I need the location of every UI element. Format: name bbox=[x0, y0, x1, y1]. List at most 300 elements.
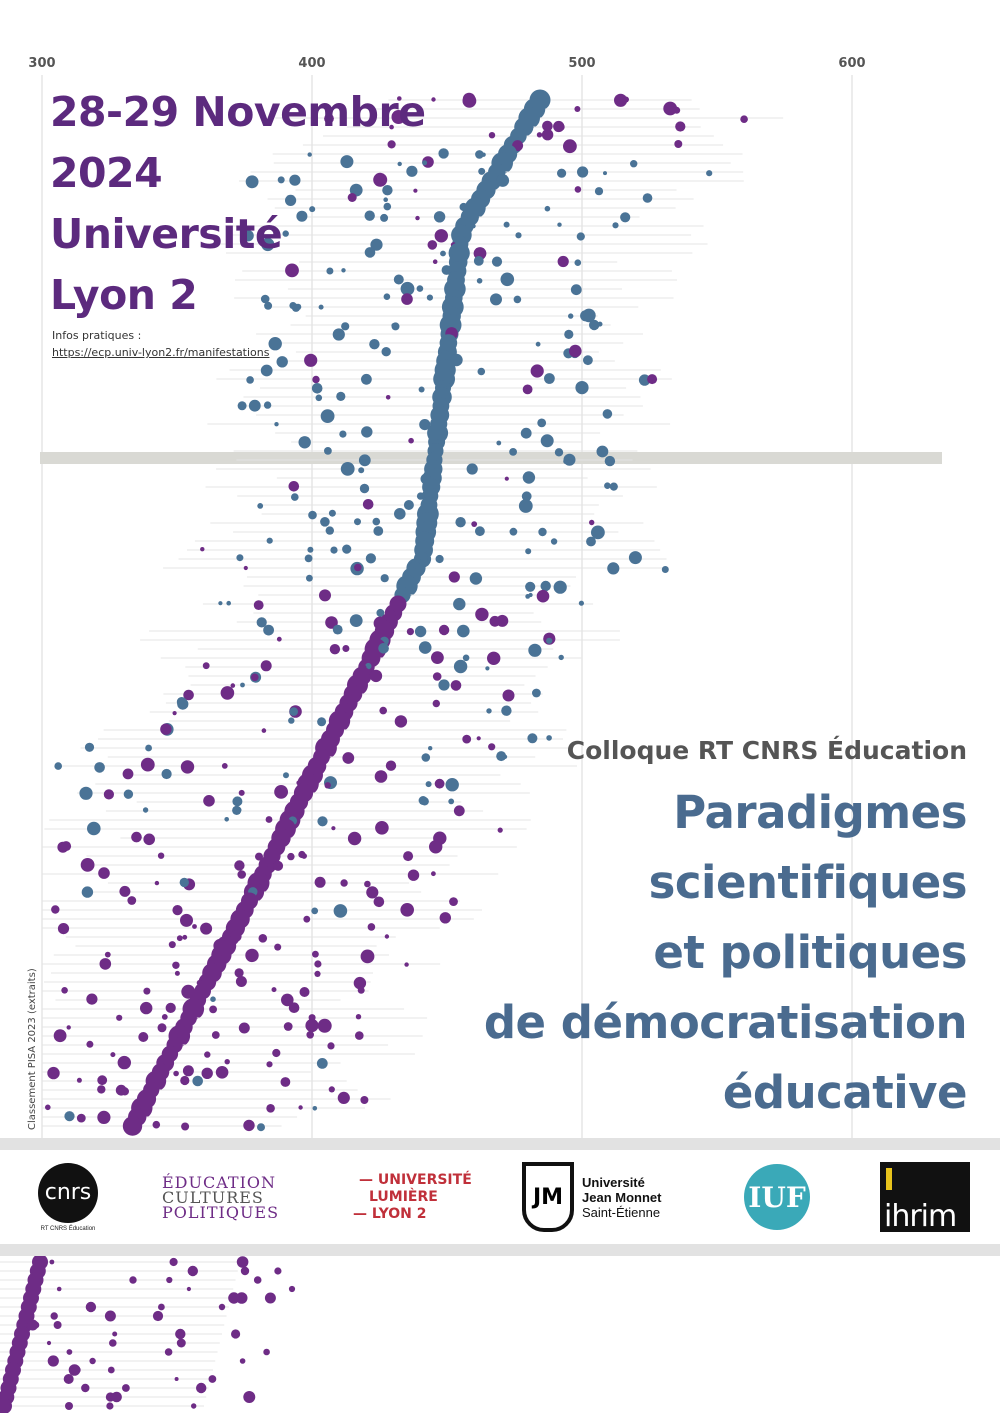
chart-dot bbox=[471, 521, 477, 527]
chart-dot bbox=[86, 1302, 96, 1312]
x-tick-400: 400 bbox=[298, 56, 326, 71]
ujm-line: Université bbox=[582, 1174, 645, 1190]
cnrs-circle bbox=[38, 1163, 98, 1223]
chart-dot bbox=[571, 284, 582, 295]
chart-dot bbox=[623, 97, 629, 103]
date-line-1: 28-29 Novembre bbox=[50, 88, 426, 136]
chart-dot bbox=[537, 132, 542, 137]
chart-dot bbox=[407, 628, 414, 635]
chart-dot bbox=[422, 753, 431, 762]
chart-dot bbox=[203, 662, 210, 669]
chart-dot bbox=[281, 1077, 291, 1087]
chart-dot bbox=[519, 499, 533, 513]
chart-dot bbox=[485, 666, 489, 670]
chart-dot bbox=[166, 1277, 172, 1283]
chart-dot bbox=[209, 1375, 217, 1383]
chart-dot bbox=[175, 1377, 179, 1381]
chart-dot bbox=[527, 733, 537, 743]
chart-dot bbox=[177, 697, 187, 707]
chart-dot bbox=[477, 278, 483, 284]
chart-dot bbox=[27, 1320, 38, 1331]
chart-dot bbox=[81, 858, 95, 872]
chart-dot bbox=[538, 528, 546, 536]
chart-dot bbox=[298, 1105, 302, 1109]
chart-dot bbox=[404, 962, 408, 966]
ecp-line: ÉDUCATION bbox=[162, 1172, 277, 1192]
chart-dot bbox=[105, 952, 111, 958]
chart-dot bbox=[209, 1006, 217, 1014]
chart-dot bbox=[172, 905, 182, 915]
chart-dot bbox=[474, 256, 484, 266]
chart-dot bbox=[378, 643, 389, 654]
chart-dot bbox=[283, 772, 289, 778]
chart-dot bbox=[428, 240, 438, 250]
chart-dot bbox=[272, 987, 277, 992]
chart-dot bbox=[475, 150, 484, 159]
chart-dot bbox=[87, 822, 101, 836]
chart-dot bbox=[431, 871, 436, 876]
chart-dot bbox=[419, 641, 432, 654]
chart-dot bbox=[304, 354, 317, 367]
chart-dot bbox=[143, 807, 148, 812]
chart-dot bbox=[204, 1051, 210, 1057]
chart-dot bbox=[544, 373, 555, 384]
chart-dot bbox=[478, 168, 485, 175]
chart-dot bbox=[303, 916, 310, 923]
chart-dot bbox=[395, 715, 407, 727]
chart-dot bbox=[119, 886, 130, 897]
chart-dot bbox=[598, 322, 603, 327]
chart-dot bbox=[210, 996, 216, 1002]
chart-dot bbox=[266, 1061, 272, 1067]
chart-dot bbox=[192, 1076, 203, 1087]
chart-dot bbox=[212, 1031, 220, 1039]
chart-dot bbox=[427, 295, 433, 301]
ecp-logo bbox=[162, 1150, 279, 1244]
chart-dot bbox=[375, 821, 389, 835]
chart-dot bbox=[583, 355, 593, 365]
chart-dot bbox=[254, 1276, 262, 1284]
chart-dot bbox=[127, 896, 136, 905]
chart-dot bbox=[181, 1123, 189, 1131]
chart-dot bbox=[333, 328, 345, 340]
chart-dot bbox=[595, 187, 603, 195]
chart-dot bbox=[249, 400, 261, 412]
chart-dot bbox=[370, 670, 382, 682]
chart-dot bbox=[272, 1049, 280, 1057]
chart-dot bbox=[448, 799, 454, 805]
chart-dot bbox=[433, 259, 438, 264]
chart-dot bbox=[98, 867, 110, 879]
chart-dot bbox=[403, 851, 413, 861]
title-line: Paradigmes bbox=[673, 786, 967, 839]
chart-dot bbox=[369, 339, 379, 349]
chart-dot bbox=[165, 1348, 173, 1356]
chart-dot bbox=[216, 1066, 229, 1079]
chart-dot bbox=[404, 500, 414, 510]
chart-dot bbox=[173, 1071, 179, 1077]
chart-dot bbox=[314, 971, 320, 977]
event-title bbox=[484, 778, 967, 1128]
chart-dot bbox=[173, 711, 177, 715]
chart-dot bbox=[85, 743, 94, 752]
chart-dot bbox=[558, 256, 569, 267]
chart-dot bbox=[238, 401, 247, 410]
chart-dot bbox=[263, 625, 274, 636]
chart-dot bbox=[266, 1104, 275, 1113]
chart-dot bbox=[545, 206, 551, 212]
chart-dot bbox=[537, 419, 546, 428]
chart-dot bbox=[141, 758, 155, 772]
chart-dot bbox=[350, 614, 363, 627]
chart-dot bbox=[320, 517, 330, 527]
chart-dot bbox=[435, 779, 445, 789]
chart-dot bbox=[86, 1041, 93, 1048]
chart-dot bbox=[463, 655, 470, 662]
chart-dot bbox=[471, 224, 476, 229]
chart-dot bbox=[630, 160, 637, 167]
chart-dot bbox=[386, 395, 391, 400]
ihrim-text: ihrim bbox=[884, 1199, 957, 1234]
chart-dot bbox=[169, 941, 176, 948]
chart-dot bbox=[342, 752, 354, 764]
title-line: éducative bbox=[722, 1066, 967, 1119]
chart-dot bbox=[225, 1059, 230, 1064]
chart-dot bbox=[298, 851, 305, 858]
chart-dot bbox=[537, 590, 550, 603]
chart-dot bbox=[334, 904, 348, 918]
chart-dot bbox=[361, 950, 375, 964]
chart-dot bbox=[289, 1286, 295, 1292]
chart-dot bbox=[324, 447, 332, 455]
chart-dot bbox=[48, 1355, 59, 1366]
chart-dot bbox=[172, 962, 179, 969]
chart-dot bbox=[330, 547, 337, 554]
chart-dot bbox=[366, 886, 378, 898]
chart-dot bbox=[187, 1287, 191, 1291]
chart-dot bbox=[222, 763, 228, 769]
chart-dot bbox=[106, 1402, 113, 1409]
chart-dot bbox=[81, 1384, 89, 1392]
chart-dot bbox=[97, 1075, 107, 1085]
chart-dot bbox=[175, 971, 180, 976]
chart-dot bbox=[379, 707, 387, 715]
chart-dot bbox=[442, 265, 452, 275]
chart-dot bbox=[50, 1260, 55, 1265]
chart-dot bbox=[341, 462, 355, 476]
cnrs-caption: RT CNRS Éducation bbox=[40, 1225, 96, 1232]
chart-dot bbox=[674, 140, 682, 148]
chart-dot bbox=[317, 717, 326, 726]
info-link[interactable]: https://ecp.univ-lyon2.fr/manifestations bbox=[52, 346, 270, 359]
chart-dot bbox=[262, 728, 267, 733]
chart-dot bbox=[143, 988, 150, 995]
chart-dot bbox=[408, 870, 419, 881]
chart-dot bbox=[196, 1383, 206, 1393]
chart-dot bbox=[177, 935, 183, 941]
chart-dot bbox=[181, 760, 194, 773]
chart-dot bbox=[501, 706, 511, 716]
chart-dot bbox=[51, 1312, 58, 1319]
chart-dot bbox=[243, 1120, 254, 1131]
chart-dot bbox=[246, 376, 254, 384]
chart-dot bbox=[105, 1311, 116, 1322]
chart-dot bbox=[191, 1403, 196, 1408]
chart-dot bbox=[64, 1374, 74, 1384]
chart-dot bbox=[496, 174, 509, 187]
chart-dot bbox=[325, 782, 331, 788]
chart-dot bbox=[116, 1085, 127, 1096]
chart-dot bbox=[568, 313, 573, 318]
chart-dot bbox=[603, 409, 613, 419]
chart-dot bbox=[317, 1058, 328, 1069]
chart-dot bbox=[706, 170, 712, 176]
chart-dot bbox=[313, 1106, 318, 1111]
chart-dot bbox=[183, 1065, 194, 1076]
chart-dot bbox=[454, 805, 465, 816]
chart-dot bbox=[620, 212, 630, 222]
chart-dot bbox=[338, 1092, 350, 1104]
chart-dot bbox=[118, 1056, 131, 1069]
chart-dot bbox=[306, 1031, 314, 1039]
chart-dot bbox=[381, 574, 389, 582]
title-line: et politiques bbox=[653, 926, 967, 979]
chart-dot bbox=[551, 538, 557, 544]
chart-dot bbox=[237, 1256, 249, 1268]
chart-dot bbox=[521, 428, 532, 439]
chart-x-ticks bbox=[28, 56, 865, 71]
chart-dot bbox=[314, 960, 321, 967]
chart-dot bbox=[467, 463, 478, 474]
chart-dot bbox=[240, 683, 245, 688]
chart-dot bbox=[312, 383, 323, 394]
cnrs-logo bbox=[38, 1150, 98, 1244]
chart-dot bbox=[579, 601, 584, 606]
chart-dot bbox=[158, 1304, 165, 1311]
chart-dot bbox=[589, 520, 594, 525]
chart-dot bbox=[273, 861, 283, 871]
ujm-line: Saint-Étienne bbox=[582, 1204, 661, 1220]
chart-dot bbox=[336, 392, 345, 401]
chart-dot bbox=[446, 778, 459, 791]
chart-dot bbox=[236, 976, 247, 987]
chart-dot bbox=[504, 222, 510, 228]
chart-dot bbox=[354, 518, 361, 525]
chart-dot bbox=[305, 555, 313, 563]
chart-dot bbox=[435, 229, 448, 242]
chart-dot bbox=[575, 186, 582, 193]
chart-dot bbox=[94, 762, 105, 773]
chart-dot bbox=[492, 257, 502, 267]
iuf-text: IUF bbox=[748, 1180, 806, 1214]
chart-dot bbox=[342, 645, 349, 652]
chart-dot bbox=[415, 626, 426, 637]
chart-dot bbox=[531, 364, 544, 377]
chart-dot bbox=[366, 674, 370, 678]
chart-dot bbox=[603, 171, 607, 175]
practical-info bbox=[52, 327, 269, 361]
chart-dot bbox=[122, 1384, 130, 1392]
chart-dot bbox=[89, 1358, 95, 1364]
title-line: scientifiques bbox=[648, 856, 967, 909]
chart-dot bbox=[97, 1111, 110, 1124]
chart-dot bbox=[408, 438, 414, 444]
chart-dot bbox=[67, 1349, 73, 1355]
chart-dot bbox=[604, 482, 611, 489]
chart-dot bbox=[440, 251, 446, 257]
chart-dot bbox=[563, 458, 569, 464]
chart-dot bbox=[65, 1402, 73, 1410]
colloque-subtitle: Colloque RT CNRS Éducation bbox=[566, 736, 967, 765]
chart-dot bbox=[438, 679, 449, 690]
chart-dot bbox=[429, 840, 442, 853]
chart-dot bbox=[110, 1052, 115, 1057]
chart-dot bbox=[162, 1014, 168, 1020]
chart-dot bbox=[385, 934, 389, 938]
chart-dot bbox=[311, 908, 318, 915]
chart-dot bbox=[315, 877, 326, 888]
place-line-1: Université bbox=[50, 210, 283, 258]
chart-dot bbox=[327, 1042, 334, 1049]
chart-dot bbox=[532, 689, 541, 698]
chart-dot bbox=[373, 518, 381, 526]
chart-dot bbox=[329, 510, 336, 517]
event-dates-place bbox=[50, 82, 426, 326]
chart-dot bbox=[496, 751, 506, 761]
chart-dot bbox=[555, 448, 563, 456]
chart-dot bbox=[64, 1111, 74, 1121]
chart-dot bbox=[354, 564, 362, 572]
chart-dot bbox=[236, 807, 241, 812]
chart-dot bbox=[546, 638, 552, 644]
chart-dot bbox=[306, 575, 313, 582]
chart-dot bbox=[439, 625, 449, 635]
chart-dot bbox=[188, 1266, 198, 1276]
chart-dot bbox=[177, 1339, 186, 1348]
date-line-2: 2024 bbox=[50, 149, 163, 197]
chart-dot bbox=[525, 582, 535, 592]
chart-dot bbox=[277, 637, 282, 642]
iuf-logo bbox=[744, 1150, 810, 1244]
chart-dot bbox=[82, 886, 93, 897]
chart-dot bbox=[239, 790, 245, 796]
chart-dot bbox=[123, 769, 134, 780]
chart-dot bbox=[428, 746, 432, 750]
chart-dot bbox=[317, 816, 327, 826]
chart-dot bbox=[300, 987, 310, 997]
chart-dot bbox=[97, 1085, 105, 1093]
chart-dot bbox=[54, 1029, 67, 1042]
chart-dot bbox=[510, 528, 518, 536]
chart-dot bbox=[342, 545, 351, 554]
chart-dot bbox=[218, 601, 222, 605]
chart-dot bbox=[577, 232, 585, 240]
chart-dot bbox=[138, 1032, 148, 1042]
x-tick-600: 600 bbox=[838, 56, 866, 71]
chart-dot bbox=[356, 1014, 361, 1019]
lyon2-line: LUMIÈRE bbox=[369, 1188, 438, 1205]
chart-dot bbox=[489, 132, 495, 138]
chart-dot bbox=[111, 1392, 122, 1403]
chart-dot bbox=[100, 958, 112, 970]
chart-dot bbox=[662, 566, 669, 573]
chart-dot bbox=[564, 330, 573, 339]
chart-dot bbox=[574, 106, 580, 112]
cnrs-text: cnrs bbox=[44, 1180, 92, 1205]
chart-dot bbox=[104, 789, 114, 799]
chart-dot bbox=[312, 951, 319, 958]
chart-dot bbox=[363, 499, 374, 510]
chart-dot bbox=[47, 1067, 59, 1079]
chart-dot bbox=[607, 562, 619, 574]
chart-dot bbox=[331, 826, 335, 830]
chart-dot bbox=[259, 934, 268, 943]
chart-dot bbox=[366, 553, 376, 563]
chart-dot bbox=[86, 994, 97, 1005]
chart-dot bbox=[287, 853, 294, 860]
chart-dot bbox=[419, 796, 428, 805]
chart-dot bbox=[200, 923, 212, 935]
chart-dot bbox=[643, 194, 652, 203]
chart-dot bbox=[569, 345, 582, 358]
place-line-2: Lyon 2 bbox=[50, 271, 198, 319]
chart-dot bbox=[79, 787, 92, 800]
chart-dot bbox=[374, 897, 385, 908]
chart-dot bbox=[360, 1096, 368, 1104]
chart-dot bbox=[333, 625, 343, 635]
chart-dot bbox=[180, 1076, 189, 1085]
ujm-line: Jean Monnet bbox=[582, 1189, 662, 1205]
chart-dot bbox=[339, 431, 346, 438]
chart-dot bbox=[597, 446, 609, 458]
chart-dot bbox=[536, 342, 541, 347]
chart-dot bbox=[58, 923, 69, 934]
chart-dot bbox=[326, 526, 334, 534]
chart-dot bbox=[143, 834, 155, 846]
chart-dot bbox=[251, 674, 259, 682]
chart-dot bbox=[51, 905, 59, 913]
chart-dot bbox=[145, 745, 152, 752]
chart-dot bbox=[433, 672, 442, 681]
chart-dot bbox=[202, 1068, 213, 1079]
chart-dot bbox=[559, 655, 564, 660]
chart-dot bbox=[355, 1031, 364, 1040]
chart-dot bbox=[340, 879, 347, 886]
chart-dot bbox=[449, 897, 458, 906]
chart-dot bbox=[160, 724, 171, 735]
chart-dot bbox=[431, 97, 435, 101]
chart-dot bbox=[170, 1258, 178, 1266]
chart-dot bbox=[316, 395, 323, 402]
chart-dot bbox=[546, 735, 552, 741]
chart-dot bbox=[541, 434, 554, 447]
chart-dot bbox=[386, 761, 396, 771]
chart-dot bbox=[229, 944, 235, 950]
chart-dot bbox=[77, 1078, 82, 1083]
chart-dot bbox=[180, 914, 193, 927]
chart-dot bbox=[239, 1023, 250, 1034]
chart-dot bbox=[605, 456, 615, 466]
logo-band-bottom-divider bbox=[0, 1244, 1000, 1256]
chart-dot bbox=[240, 1358, 246, 1364]
chart-dot bbox=[231, 683, 236, 688]
chart-dot bbox=[577, 166, 588, 177]
chart-dot bbox=[368, 923, 376, 931]
chart-dot bbox=[462, 735, 471, 744]
chart-dot bbox=[312, 376, 319, 383]
chart-dot bbox=[360, 484, 369, 493]
chart-dot bbox=[321, 409, 335, 423]
